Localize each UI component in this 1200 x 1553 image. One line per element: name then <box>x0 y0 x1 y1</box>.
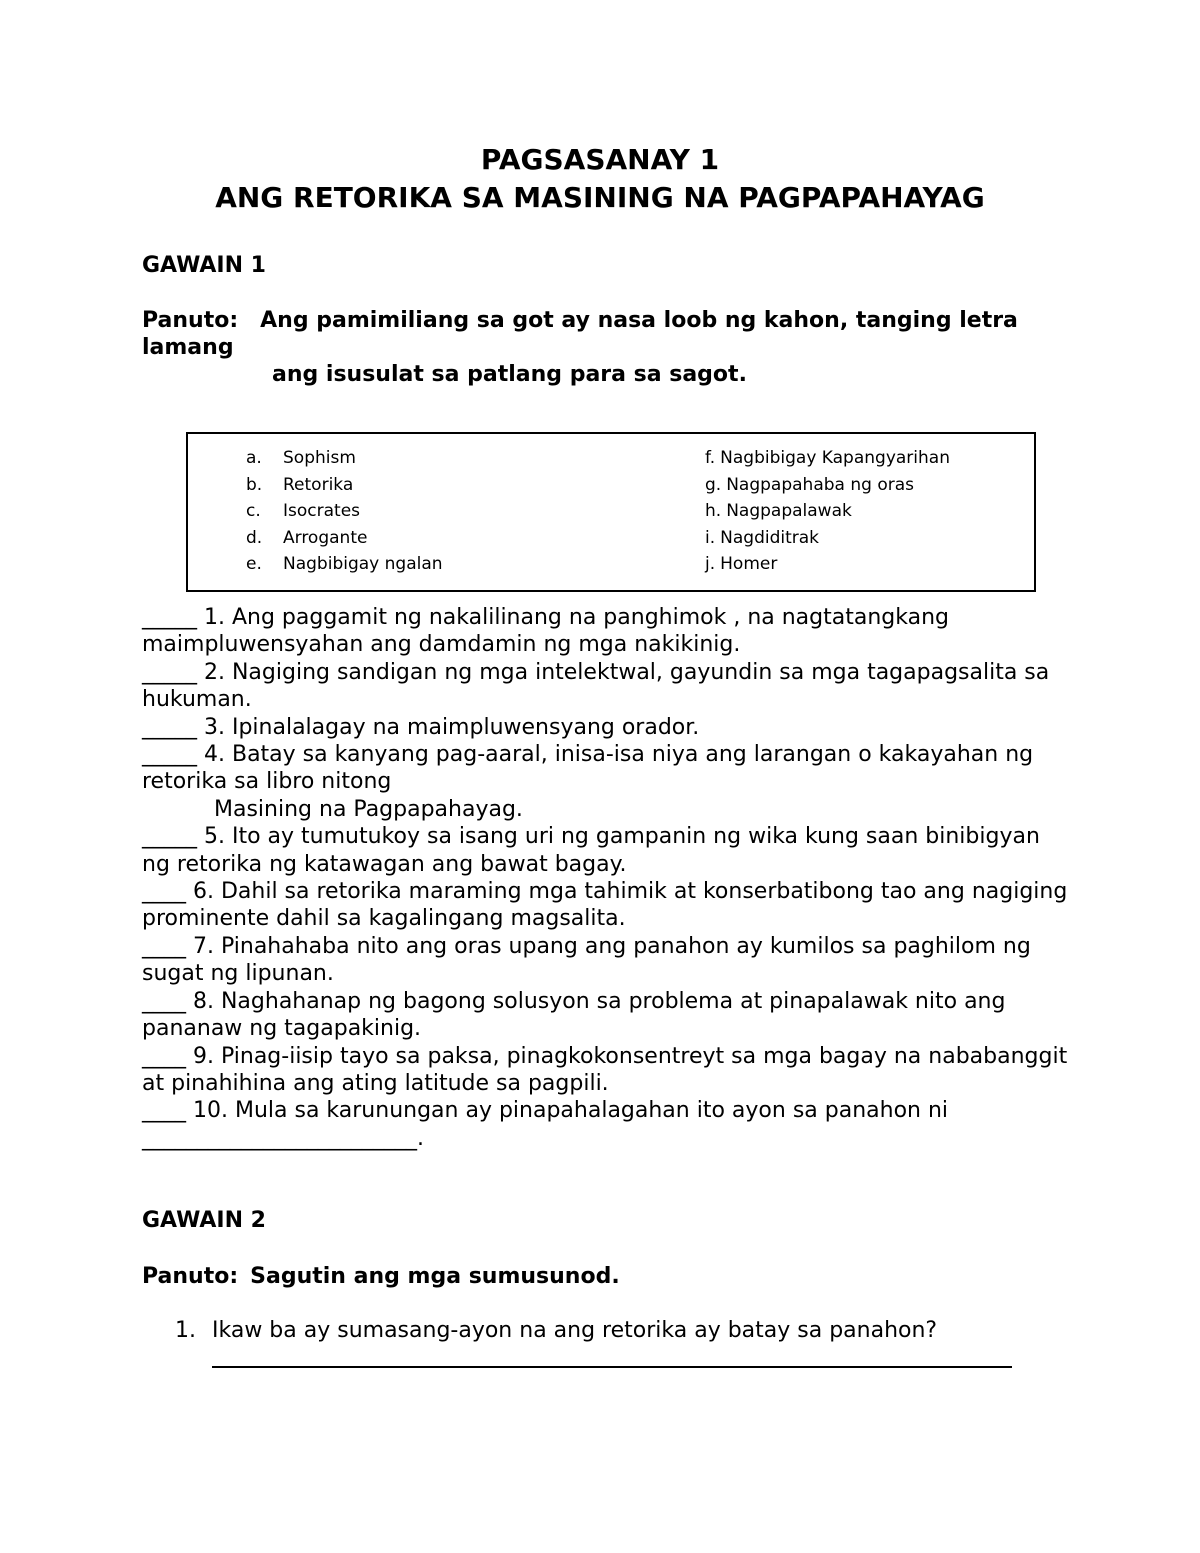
choice-item <box>705 525 950 552</box>
choice-item <box>246 551 443 578</box>
choice-letter: d. <box>246 527 263 548</box>
choices-right-column <box>705 445 950 578</box>
choice-letter: g. <box>705 474 722 495</box>
gawain-1-instructions <box>142 307 1042 388</box>
item-text: 7. Pinahahaba nito ang oras upang ang panahon ay kumilos sa paghilom ng sugat ng lipunan. <box>142 933 1031 987</box>
choice-item <box>705 551 950 578</box>
choice-letter: c. <box>246 501 261 521</box>
choice-item <box>246 525 443 552</box>
answer-blank[interactable]: ____ <box>142 933 186 959</box>
panuto-label: Panuto: <box>142 1264 239 1289</box>
choice-text: Nagdiditrak <box>720 527 820 548</box>
choice-item <box>705 445 950 472</box>
gawain-2-heading: GAWAIN 2 <box>142 1208 266 1233</box>
panuto-label: Panuto: <box>142 308 239 333</box>
list-item <box>142 1043 1072 1098</box>
page-subtitle: ANG RETORIKA SA MASINING NA PAGPAPAHAYAG <box>215 181 985 214</box>
choices-left-column <box>246 445 443 578</box>
answer-blank[interactable]: _____ <box>142 659 197 685</box>
gawain-1-items <box>142 604 1072 1152</box>
answer-blank[interactable]: _____ <box>142 714 197 740</box>
item-text: 3. Ipinalalagay na maimpluwensyang orador. <box>197 714 700 740</box>
choices-box <box>186 432 1036 592</box>
gawain-2-instructions <box>142 1263 1042 1290</box>
item-text: 8. Naghahanap ng bagong solusyon sa problema at pinapalawak nito ang pananaw ng tagapakinig. <box>142 988 1006 1042</box>
question-number: 1. <box>175 1318 196 1343</box>
list-item <box>142 741 1072 823</box>
choice-text: Nagpapahaba ng oras <box>726 474 914 495</box>
choice-text: Nagbibigay Kapangyarihan <box>720 448 950 468</box>
choice-letter: e. <box>246 554 262 574</box>
choice-text: Nagpapalawak <box>726 501 852 521</box>
answer-blank[interactable]: _____ <box>142 605 197 630</box>
item-text: 6. Dahil sa retorika maraming mga tahimik at konserbatibong tao ang nagiging prominente dahil sa kagalingang magsalita. <box>142 879 1068 932</box>
choice-item <box>705 498 950 525</box>
choice-letter: a. <box>246 448 262 468</box>
choice-text: Isocrates <box>283 501 361 521</box>
choice-item <box>246 472 443 499</box>
choice-item <box>705 472 950 499</box>
item-text: 10. Mula sa karunungan ay pinapahalagahan ito ayon sa panahon ni _________________________. <box>142 1098 949 1151</box>
choice-item <box>246 498 443 525</box>
choice-letter: b. <box>246 474 263 495</box>
gawain-1-heading: GAWAIN 1 <box>142 253 266 278</box>
answer-blank[interactable]: ____ <box>142 879 186 905</box>
panuto-continuation: ang isusulat sa patlang para sa sagot. <box>272 362 747 387</box>
page-title: PAGSASANAY 1 <box>480 143 720 176</box>
list-item <box>142 659 1072 714</box>
answer-blank[interactable]: _____ <box>142 824 197 850</box>
choice-letter: j. <box>705 554 716 574</box>
item-text: 2. Nagiging sandigan ng mga intelektwal, gayundin sa mga tagapagsalita sa hukuman. <box>142 659 1050 713</box>
list-item <box>142 823 1072 878</box>
list-item <box>142 1097 1072 1152</box>
item-text: 9. Pinag-iisip tayo sa paksa, pinagkokonsentreyt sa mga bagay na nababanggit at pinahihina ang ating latitude sa pagpili. <box>142 1043 1068 1096</box>
choice-letter: i. <box>705 527 716 548</box>
answer-blank[interactable]: ____ <box>142 1098 186 1124</box>
answer-blank[interactable]: ____ <box>142 988 186 1014</box>
panuto-text: Sagutin ang mga sumusunod. <box>250 1264 620 1289</box>
list-item <box>142 714 1072 741</box>
item-text: 1. Ang paggamit ng nakalilinang na panghimok , na nagtatangkang maimpluwensyahan ang damdamin ng mga nakikinig. <box>142 605 949 658</box>
item-text: 5. Ito ay tumutukoy sa isang uri ng gampanin ng wika kung saan binibigyan ng retorika ng katawagan ang bawat bagay. <box>142 824 1040 877</box>
list-item <box>142 933 1072 988</box>
choice-text: Retorika <box>283 474 354 495</box>
answer-blank[interactable]: _____ <box>142 742 197 768</box>
question-text: Ikaw ba ay sumasang-ayon na ang retorika ay batay sa panahon? <box>212 1318 938 1343</box>
panuto-text: Ang pamimiliang sa got ay nasa loob ng kahon, tanging letra lamang <box>142 308 1018 360</box>
choice-text: Nagbibigay ngalan <box>283 554 443 574</box>
choice-letter: h. <box>705 501 722 521</box>
list-item <box>142 604 1072 659</box>
choice-text: Homer <box>720 554 778 574</box>
choice-text: Arrogante <box>283 527 368 548</box>
list-item <box>142 988 1072 1043</box>
choice-letter: f. <box>705 448 716 468</box>
choice-item <box>246 445 443 472</box>
item-text: 4. Batay sa kanyang pag-aaral, inisa-isa niya ang larangan o kakayahan ng retorika sa libro nitong <box>142 742 1034 795</box>
answer-line[interactable] <box>212 1366 1012 1368</box>
list-item <box>142 878 1072 933</box>
gawain-2-question-1 <box>175 1317 937 1345</box>
item-continuation: Masining na Pagpapahayag. <box>214 796 523 822</box>
choice-text: Sophism <box>283 448 356 468</box>
answer-blank[interactable]: ____ <box>142 1043 186 1069</box>
